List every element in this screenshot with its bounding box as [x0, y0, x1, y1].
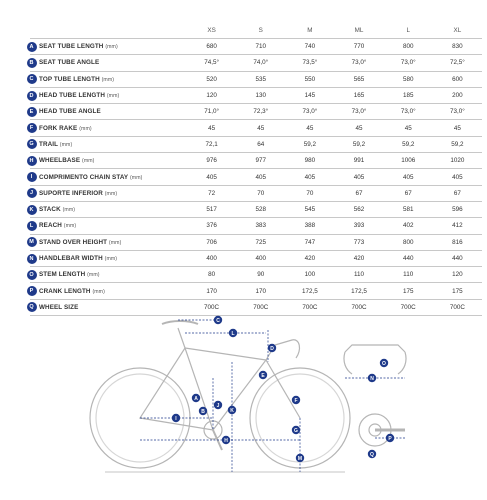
- row-unit: (mm): [106, 93, 120, 100]
- row-value-cell: 59,2: [384, 136, 433, 152]
- geometry-row: [30, 39, 482, 55]
- row-key-badge: F: [27, 123, 37, 133]
- bike-frame-drawing: [90, 321, 406, 472]
- row-label-cell: [39, 201, 187, 217]
- row-value-cell: 59,2: [334, 136, 383, 152]
- row-badge-cell: [30, 87, 39, 103]
- row-value-cell: 45: [187, 120, 236, 136]
- row-label-cell: [39, 120, 187, 136]
- diagram-marker-letter: P: [388, 435, 392, 442]
- geometry-row: [30, 169, 482, 185]
- row-key-badge: B: [27, 58, 37, 68]
- row-badge-cell: [30, 218, 39, 234]
- row-label-cell: [39, 218, 187, 234]
- row-value-cell: 747: [285, 234, 334, 250]
- diagram-marker: [222, 436, 230, 444]
- row-unit: (mm): [105, 44, 118, 51]
- row-value-cell: 596: [433, 201, 482, 217]
- row-value-cell: 830: [433, 39, 482, 55]
- row-label-cell: [39, 153, 187, 169]
- row-value-cell: 67: [334, 185, 383, 201]
- handlebar: [275, 340, 299, 358]
- row-key-badge: A: [27, 42, 37, 52]
- row-value-cell: 130: [236, 87, 285, 103]
- diagram-marker: [268, 344, 276, 352]
- row-value-cell: 388: [285, 218, 334, 234]
- geometry-row: [30, 153, 482, 169]
- geometry-row: [30, 250, 482, 266]
- diagram-marker-letter: N: [370, 375, 374, 382]
- row-value-cell: 45: [384, 120, 433, 136]
- diagram-marker-letter: L: [231, 330, 235, 337]
- row-value-cell: 405: [285, 169, 334, 185]
- size-header: L: [384, 22, 433, 39]
- diagram-marker-letter: K: [230, 407, 234, 414]
- row-unit: (mm): [108, 239, 122, 246]
- diagram-marker-letter: D: [270, 345, 274, 352]
- row-value-cell: 120: [187, 87, 236, 103]
- row-badge-cell: [30, 185, 39, 201]
- row-value-cell: 64: [236, 136, 285, 152]
- row-value-cell: 740: [285, 39, 334, 55]
- saddle: [162, 321, 198, 324]
- row-label-cell: [39, 250, 187, 266]
- diagram-marker: [229, 329, 237, 337]
- row-value-cell: 580: [384, 71, 433, 87]
- row-key-badge: L: [27, 221, 37, 231]
- diagram-marker: [292, 396, 300, 404]
- row-value-cell: 175: [384, 283, 433, 299]
- row-label: WHEELBASE: [39, 157, 81, 165]
- row-value-cell: 90: [236, 267, 285, 283]
- row-label: TRAIL: [39, 140, 58, 148]
- geometry-row: [30, 234, 482, 250]
- row-key-badge: C: [27, 74, 37, 84]
- row-badge-cell: [30, 71, 39, 87]
- row-key-badge: G: [27, 139, 37, 149]
- row-value-cell: 120: [433, 267, 482, 283]
- row-value-cell: 800: [384, 39, 433, 55]
- row-value-cell: 45: [433, 120, 482, 136]
- row-value-cell: 110: [384, 267, 433, 283]
- row-value-cell: 405: [334, 169, 383, 185]
- diagram-marker-letter: Q: [370, 451, 374, 458]
- row-key-badge: I: [27, 172, 37, 182]
- row-value-cell: 700C: [433, 299, 482, 315]
- row-value-cell: 1020: [433, 153, 482, 169]
- geometry-row: [30, 218, 482, 234]
- row-value-cell: 405: [187, 169, 236, 185]
- row-badge-cell: [30, 153, 39, 169]
- row-unit: (mm): [92, 288, 105, 295]
- row-value-cell: 73,5°: [285, 55, 334, 71]
- badge-header: [30, 22, 39, 39]
- diagram-marker: [368, 374, 376, 382]
- row-key-badge: H: [27, 156, 37, 166]
- row-unit: (mm): [101, 76, 115, 83]
- seatpost: [178, 328, 185, 348]
- row-unit: (mm): [63, 223, 77, 230]
- row-unit: (mm): [104, 256, 118, 262]
- row-label-cell: [39, 136, 187, 152]
- row-value-cell: 991: [334, 153, 383, 169]
- geometry-row: [30, 136, 482, 152]
- diagram-marker: [192, 394, 200, 402]
- row-value-cell: 59,2: [285, 136, 334, 152]
- diagram-marker: [214, 401, 222, 409]
- row-value-cell: 45: [236, 120, 285, 136]
- row-value-cell: 600: [433, 71, 482, 87]
- bike-geometry-diagram: [0, 287, 487, 500]
- geometry-row: [30, 267, 482, 283]
- row-value-cell: 74,0°: [236, 55, 285, 71]
- row-unit: (mm): [59, 141, 73, 148]
- row-label-cell: [39, 87, 187, 103]
- size-header: S: [236, 22, 285, 39]
- geometry-row: [30, 201, 482, 217]
- row-value-cell: 700C: [285, 299, 334, 315]
- row-value-cell: 72,1: [187, 136, 236, 152]
- row-badge-cell: [30, 136, 39, 152]
- row-value-cell: 412: [433, 218, 482, 234]
- diagram-marker: [296, 454, 304, 462]
- row-value-cell: 725: [236, 234, 285, 250]
- row-value-cell: 45: [334, 120, 383, 136]
- diagram-marker-letter: H: [224, 437, 228, 444]
- row-value-cell: 100: [285, 267, 334, 283]
- row-value-cell: 70: [285, 185, 334, 201]
- row-value-cell: 770: [334, 39, 383, 55]
- row-key-badge: M: [27, 237, 37, 247]
- row-unit: (mm): [129, 174, 143, 181]
- row-label-cell: [39, 71, 187, 87]
- row-value-cell: 59,2: [433, 136, 482, 152]
- row-value-cell: 393: [334, 218, 383, 234]
- diagram-marker: [368, 450, 376, 458]
- diagram-marker-letter: B: [201, 408, 205, 415]
- row-value-cell: 383: [236, 218, 285, 234]
- row-value-cell: 73,0°: [285, 104, 334, 120]
- geometry-row: [30, 185, 482, 201]
- diagram-marker: [292, 426, 300, 434]
- row-value-cell: 70: [236, 185, 285, 201]
- row-value-cell: 405: [433, 169, 482, 185]
- row-badge-cell: [30, 250, 39, 266]
- row-label-cell: [39, 169, 187, 185]
- row-key-badge: K: [27, 205, 37, 215]
- row-label: REACH: [39, 222, 62, 230]
- row-value-cell: 800: [384, 234, 433, 250]
- row-label: HEAD TUBE ANGLE: [39, 108, 101, 116]
- row-value-cell: 73,0°: [334, 55, 383, 71]
- row-value-cell: 420: [334, 250, 383, 266]
- row-value-cell: 706: [187, 234, 236, 250]
- row-badge-cell: [30, 234, 39, 250]
- row-label-cell: [39, 55, 187, 71]
- row-unit: (mm): [87, 272, 100, 279]
- row-label: SUPORTE INFERIOR: [39, 189, 103, 197]
- row-value-cell: 72: [187, 185, 236, 201]
- row-label-cell: [39, 185, 187, 201]
- row-key-badge: J: [27, 188, 37, 198]
- row-unit: (mm): [104, 190, 118, 197]
- row-label: COMPRIMENTO CHAIN STAY: [39, 173, 129, 181]
- row-value-cell: 73,0°: [334, 104, 383, 120]
- row-value-cell: 80: [187, 267, 236, 283]
- row-value-cell: 170: [187, 283, 236, 299]
- row-value-cell: 565: [334, 71, 383, 87]
- row-key-badge: P: [27, 286, 37, 296]
- row-key-badge: D: [27, 91, 37, 101]
- row-value-cell: 976: [187, 153, 236, 169]
- diagram-marker: [380, 359, 388, 367]
- row-value-cell: 405: [384, 169, 433, 185]
- row-label: SEAT TUBE LENGTH: [39, 43, 104, 51]
- diagram-marker-letter: G: [294, 427, 298, 434]
- row-value-cell: 400: [236, 250, 285, 266]
- row-unit: (mm): [82, 158, 95, 165]
- row-value-cell: 680: [187, 39, 236, 55]
- row-value-cell: 700C: [187, 299, 236, 315]
- diagram-marker-letter: M: [297, 455, 303, 462]
- row-label: CRANK LENGTH: [39, 287, 91, 295]
- row-value-cell: 440: [384, 250, 433, 266]
- handlebar-inset: [344, 345, 406, 374]
- row-value-cell: 550: [285, 71, 334, 87]
- row-value-cell: 562: [334, 201, 383, 217]
- row-unit: (mm): [62, 207, 76, 214]
- diagram-marker-letter: F: [294, 397, 298, 404]
- row-label-cell: [39, 267, 187, 283]
- row-label-cell: [39, 39, 187, 55]
- row-value-cell: 700C: [236, 299, 285, 315]
- row-value-cell: 73,0°: [384, 104, 433, 120]
- row-label: STAND OVER HEIGHT: [39, 238, 108, 246]
- row-value-cell: 545: [285, 201, 334, 217]
- geometry-table: [30, 22, 482, 316]
- row-value-cell: 405: [236, 169, 285, 185]
- row-value-cell: 185: [384, 87, 433, 103]
- row-value-cell: 145: [285, 87, 334, 103]
- row-value-cell: 73,0°: [433, 104, 482, 120]
- row-key-badge: E: [27, 107, 37, 117]
- row-value-cell: 67: [433, 185, 482, 201]
- diagram-marker-letter: C: [216, 317, 220, 324]
- diagram-marker: [172, 414, 180, 422]
- row-value-cell: 700C: [334, 299, 383, 315]
- size-header-row: [30, 22, 482, 39]
- row-unit: (mm): [79, 125, 92, 132]
- row-value-cell: 71,0°: [187, 104, 236, 120]
- row-key-badge: N: [27, 254, 37, 264]
- row-badge-cell: [30, 201, 39, 217]
- diagram-marker: [199, 407, 207, 415]
- row-badge-cell: [30, 55, 39, 71]
- row-label: HEAD TUBE LENGTH: [39, 92, 105, 100]
- row-value-cell: 581: [384, 201, 433, 217]
- row-value-cell: 1006: [384, 153, 433, 169]
- row-value-cell: 165: [334, 87, 383, 103]
- label-header: [39, 22, 187, 39]
- row-value-cell: 980: [285, 153, 334, 169]
- row-value-cell: 172,5: [285, 283, 334, 299]
- row-label: STACK: [39, 206, 61, 214]
- size-header: XS: [187, 22, 236, 39]
- row-value-cell: 528: [236, 201, 285, 217]
- row-value-cell: 172,5: [334, 283, 383, 299]
- geometry-row: [30, 55, 482, 71]
- row-badge-cell: [30, 104, 39, 120]
- row-badge-cell: [30, 39, 39, 55]
- row-label-cell: [39, 104, 187, 120]
- row-badge-cell: [30, 120, 39, 136]
- diagram-marker-letter: J: [216, 402, 220, 409]
- geometry-row: [30, 104, 482, 120]
- row-value-cell: 110: [334, 267, 383, 283]
- row-value-cell: 517: [187, 201, 236, 217]
- geometry-rows: [30, 39, 482, 316]
- row-value-cell: 700C: [384, 299, 433, 315]
- row-value-cell: 773: [334, 234, 383, 250]
- diagram-marker-letter: E: [261, 372, 265, 379]
- row-value-cell: 420: [285, 250, 334, 266]
- row-label: STEM LENGTH: [39, 271, 86, 279]
- row-value-cell: 67: [384, 185, 433, 201]
- row-label: TOP TUBE LENGTH: [39, 75, 100, 83]
- diagram-marker-letter: A: [194, 395, 198, 402]
- row-value-cell: 376: [187, 218, 236, 234]
- diagram-marker-letter: I: [175, 415, 177, 422]
- row-label: WHEEL SIZE: [39, 303, 79, 311]
- diagram-marker: [386, 434, 394, 442]
- diagram-marker: [228, 406, 236, 414]
- row-key-badge: Q: [27, 302, 37, 312]
- row-value-cell: 72,5°: [433, 55, 482, 71]
- row-value-cell: 535: [236, 71, 285, 87]
- row-key-badge: O: [27, 270, 37, 280]
- geometry-row: [30, 120, 482, 136]
- geometry-row: [30, 87, 482, 103]
- row-value-cell: 45: [285, 120, 334, 136]
- row-label: HANDLEBAR WIDTH: [39, 255, 103, 262]
- row-value-cell: 816: [433, 234, 482, 250]
- row-badge-cell: [30, 169, 39, 185]
- row-label: SEAT TUBE ANGLE: [39, 59, 100, 67]
- row-value-cell: 175: [433, 283, 482, 299]
- row-label: FORK RAKE: [39, 124, 78, 132]
- row-value-cell: 710: [236, 39, 285, 55]
- diagram-marker-letter: O: [382, 360, 386, 367]
- row-value-cell: 520: [187, 71, 236, 87]
- row-value-cell: 977: [236, 153, 285, 169]
- row-badge-cell: [30, 267, 39, 283]
- diagram-marker: [259, 371, 267, 379]
- row-value-cell: 440: [433, 250, 482, 266]
- size-header: XL: [433, 22, 482, 39]
- row-value-cell: 74,5°: [187, 55, 236, 71]
- row-value-cell: 200: [433, 87, 482, 103]
- row-value-cell: 402: [384, 218, 433, 234]
- row-value-cell: 400: [187, 250, 236, 266]
- diagram-marker: [214, 316, 222, 324]
- row-value-cell: 72,3°: [236, 104, 285, 120]
- size-header: M: [285, 22, 334, 39]
- row-label-cell: [39, 234, 187, 250]
- row-value-cell: 73,0°: [384, 55, 433, 71]
- geometry-row: [30, 71, 482, 87]
- size-header: ML: [334, 22, 383, 39]
- row-value-cell: 170: [236, 283, 285, 299]
